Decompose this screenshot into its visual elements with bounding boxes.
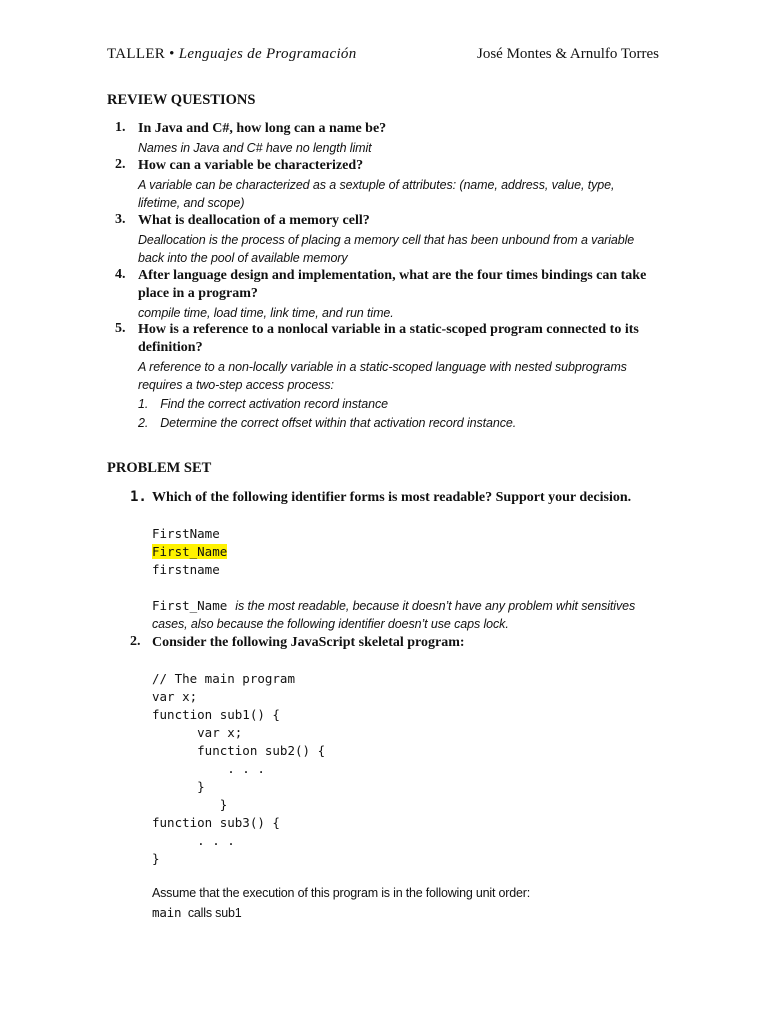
review-question: In Java and C#, how long can a name be?	[138, 121, 387, 136]
review-item-number: 4.	[115, 267, 126, 282]
review-step-text: Determine the correct offset within that activation record instance.	[160, 416, 517, 430]
review-answer: Names in Java and C# have no length limit	[138, 141, 372, 155]
code-line: function sub2() {	[152, 743, 326, 758]
review-step-number: 1.	[138, 397, 149, 411]
problem-question: Which of the following identifier forms is most readable? Support your decision.	[152, 490, 632, 505]
order-calls: calls sub1	[187, 906, 242, 920]
review-item-number: 3.	[115, 212, 126, 227]
problem-question: Consider the following JavaScript skeletal program:	[152, 635, 465, 650]
code-line: function sub1() {	[152, 707, 280, 722]
review-heading: REVIEW QUESTIONS	[107, 92, 256, 108]
answer-identifier: First_Name	[152, 598, 228, 613]
code-line: . . .	[152, 833, 235, 848]
review-question: After language design and implementation, what are the four times bindings can take place in a program?	[138, 268, 647, 301]
identifier-option: firstname	[152, 562, 220, 577]
problem-number: 1.	[130, 489, 147, 505]
header-course-prefix: TALLER •	[107, 46, 179, 62]
review-question: How is a reference to a nonlocal variable in a static-scoped program connected to its definition?	[138, 322, 639, 355]
problem-number: 2.	[130, 634, 141, 649]
review-answer: A reference to a non-locally variable in a static-scoped language with nested subprograms requires a two-step access process:	[138, 360, 627, 392]
review-question: What is deallocation of a memory cell?	[138, 213, 370, 228]
code-line: var x;	[152, 725, 243, 740]
review-answer: Deallocation is the process of placing a memory cell that has been unbound from a variable back into the pool of available memory	[138, 233, 635, 265]
review-item-number: 1.	[115, 120, 126, 135]
review-step-number: 2.	[138, 416, 149, 430]
problem-answer	[152, 597, 652, 633]
review-item-number: 2.	[115, 157, 126, 172]
problem-heading: PROBLEM SET	[107, 460, 212, 476]
identifier-option: FirstName	[152, 526, 220, 541]
header-course-title: Lenguajes de Programación	[178, 46, 357, 62]
answer-text: is the most readable, because it doesn’t have any problem whit sensitives cases, also because the following identifier doesn’t use caps lock.	[152, 599, 636, 631]
review-item-number: 5.	[115, 321, 126, 336]
header-course	[107, 46, 357, 63]
review-step	[138, 395, 388, 413]
code-line: }	[152, 851, 160, 866]
code-line: // The main program	[152, 671, 295, 686]
order-main: main	[152, 905, 182, 920]
review-step-text: Find the correct activation record instance	[160, 397, 388, 411]
highlighted-identifier: First_Name	[152, 544, 228, 559]
identifier-option-highlighted	[152, 543, 227, 561]
review-answer: compile time, load time, link time, and run time.	[138, 306, 394, 320]
review-question: How can a variable be characterized?	[138, 158, 364, 173]
review-step	[138, 414, 516, 432]
header-authors: José Montes & Arnulfo Torres	[477, 46, 659, 62]
execution-order-intro: Assume that the execution of this program is in the following unit order:	[152, 886, 530, 900]
code-line: . . .	[152, 761, 265, 776]
review-answer: A variable can be characterized as a sextuple of attributes: (name, address, value, type, lifetime, and scope)	[138, 178, 615, 210]
code-line: var x;	[152, 689, 198, 704]
execution-order-line	[152, 905, 241, 920]
code-line: }	[152, 779, 205, 794]
code-line: function sub3() {	[152, 815, 280, 830]
code-line: }	[152, 797, 228, 812]
